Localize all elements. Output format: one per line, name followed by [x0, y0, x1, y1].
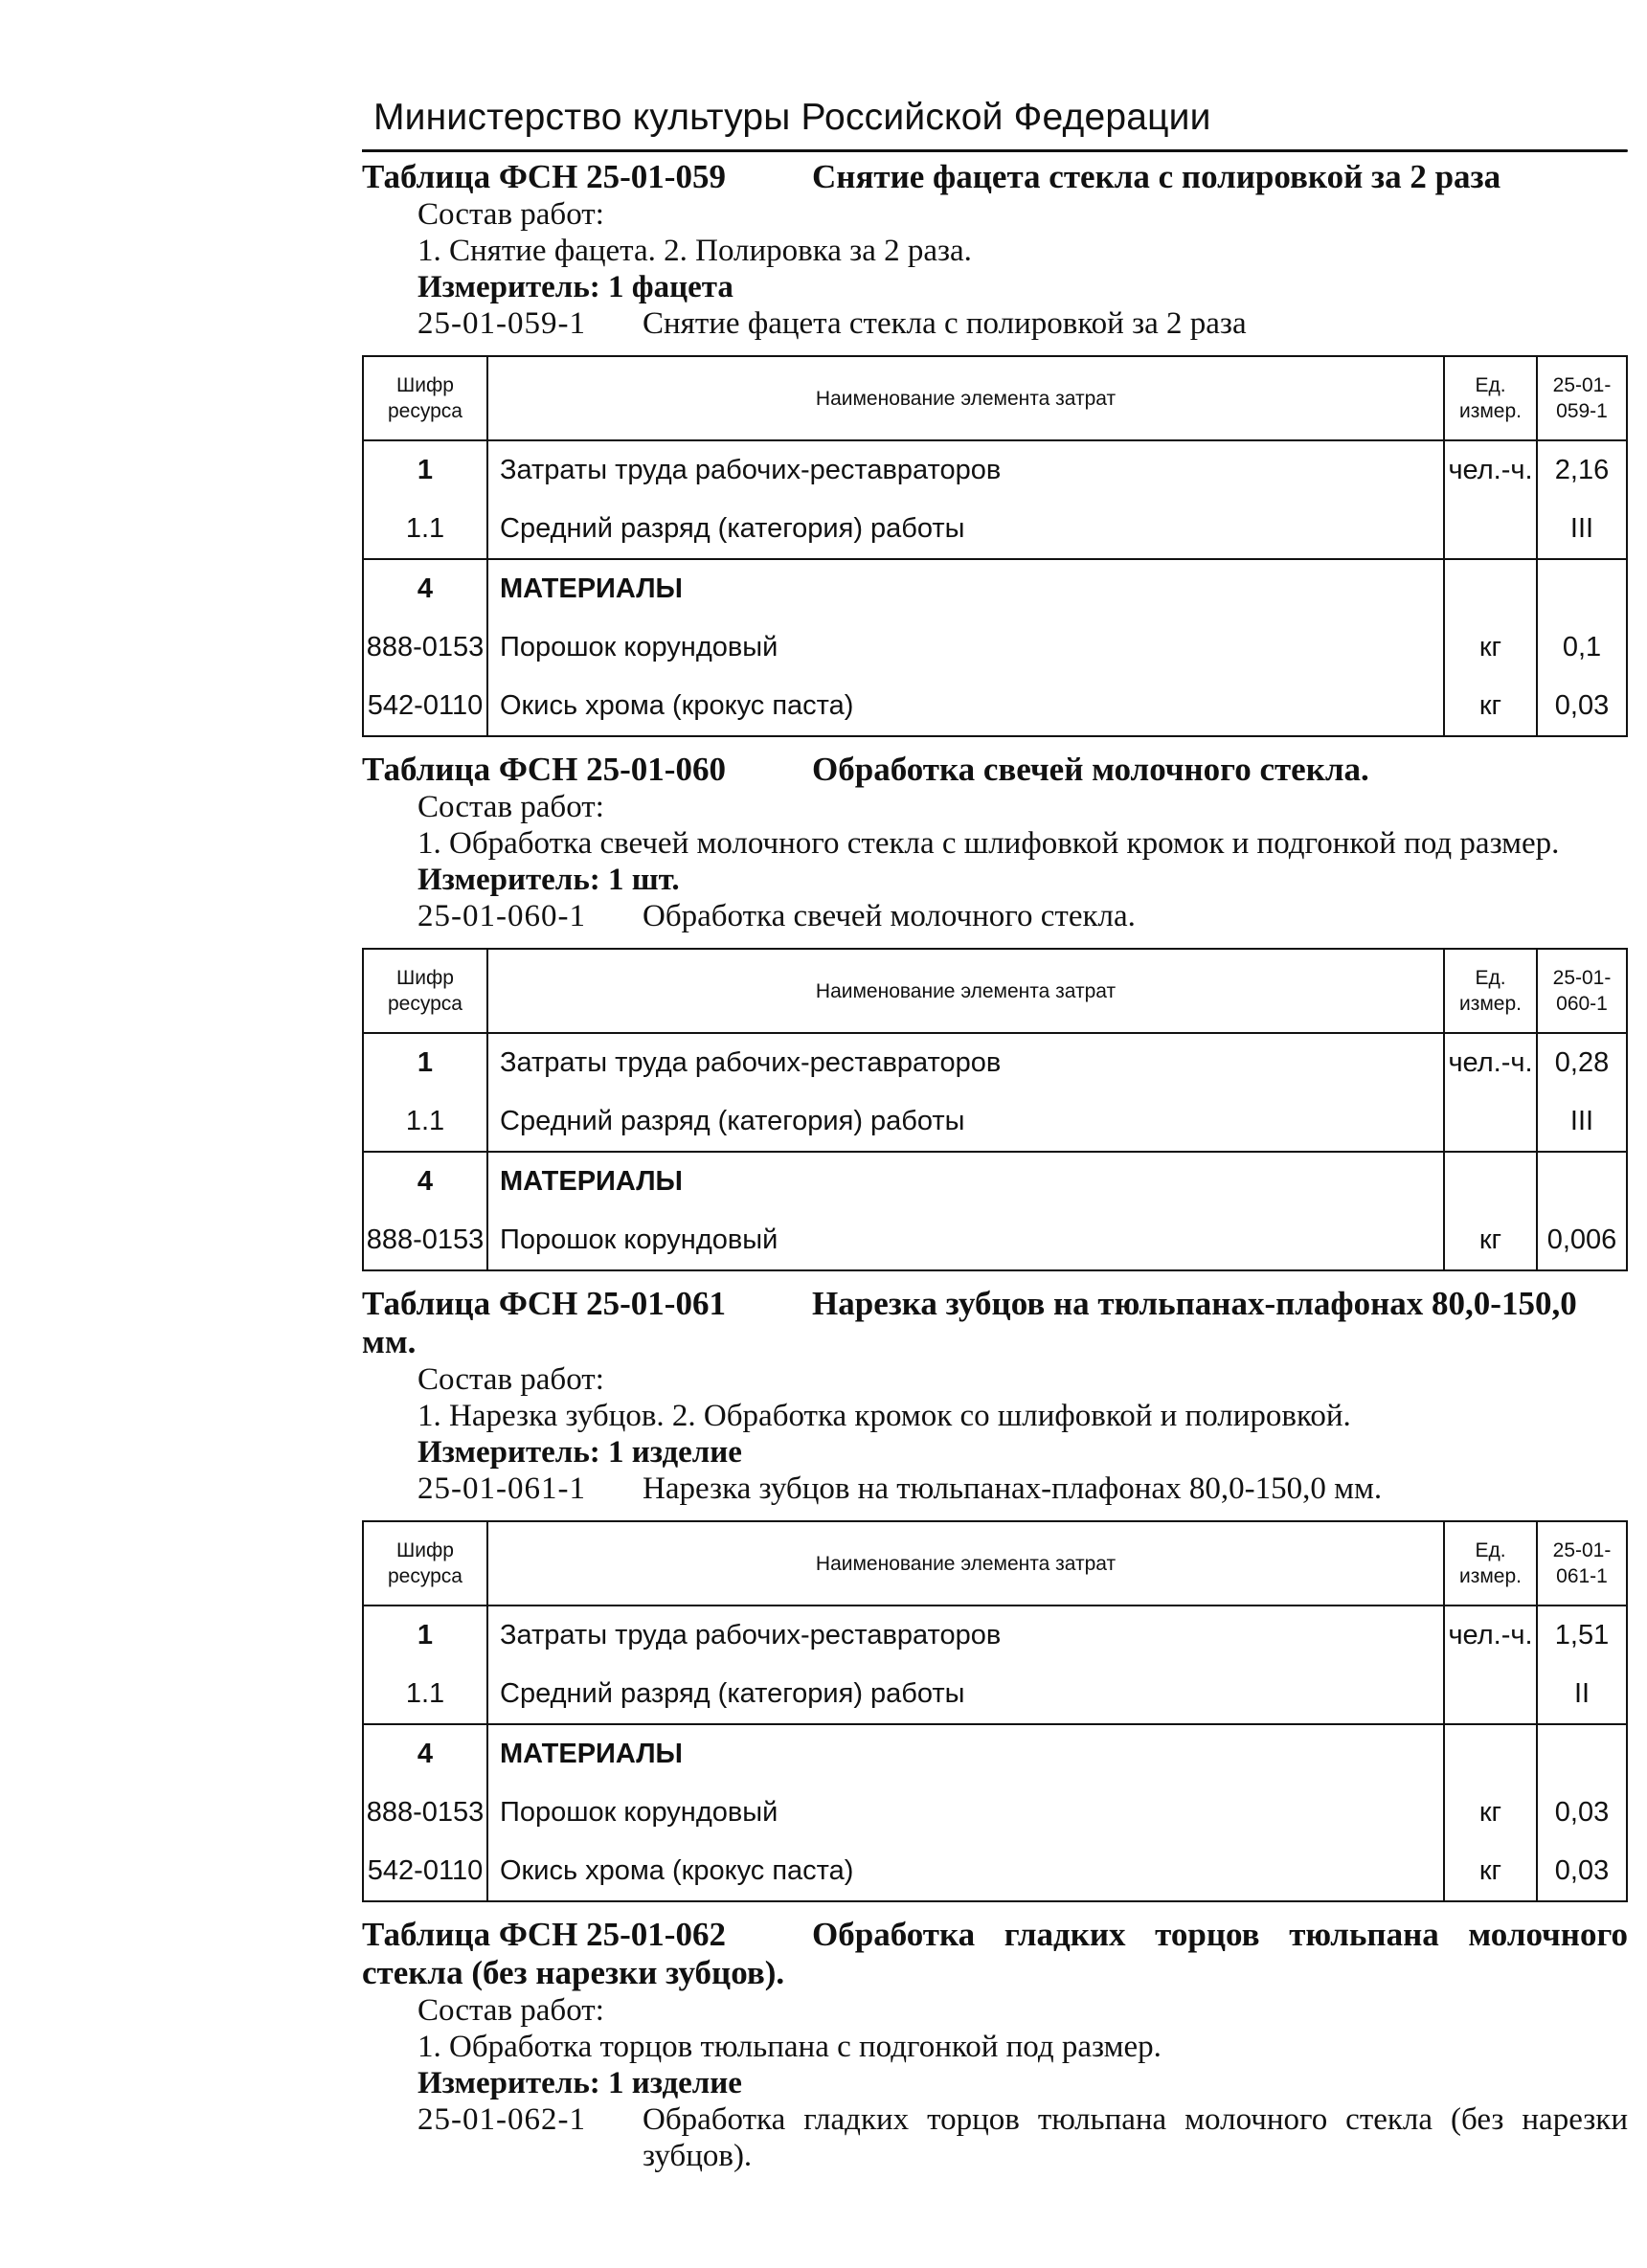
cell-resource-code: 4 [363, 1152, 487, 1211]
cell-cost-element: МАТЕРИАЛЫ [487, 1724, 1444, 1784]
table-row [363, 1665, 1627, 1724]
cell-cost-element: Порошок корундовый [487, 1784, 1444, 1842]
resource-table [362, 355, 1628, 737]
header-norm-code: 25-01- 060-1 [1537, 949, 1627, 1033]
composition-text: 1. Нарезка зубцов. 2. Обработка кромок со шлифовкой и полировкой. [417, 1399, 1351, 1433]
cell-unit [1444, 1665, 1537, 1724]
cell-norm-value: 2,16 [1537, 440, 1627, 500]
norm-code-line [362, 898, 1628, 934]
cell-unit: кг [1444, 1211, 1537, 1270]
cell-resource-code: 1.1 [363, 1092, 487, 1152]
norm-description: Снятие фацета стекла с полировкой за 2 раза [643, 306, 1247, 341]
header-norm-code: 25-01- 061-1 [1537, 1521, 1627, 1606]
table-row [363, 1784, 1627, 1842]
resource-table [362, 1520, 1628, 1902]
cell-norm-value: II [1537, 1665, 1627, 1724]
norm-code-line [362, 305, 1628, 342]
cell-resource-code: 1.1 [363, 1665, 487, 1724]
cell-cost-element: Затраты труда рабочих-реставраторов [487, 440, 1444, 500]
table-header-row [363, 356, 1627, 440]
table-heading [362, 1285, 1628, 1361]
cell-unit: кг [1444, 1842, 1537, 1901]
cell-unit: чел.-ч. [1444, 1606, 1537, 1665]
meter-text: Измеритель: 1 изделие [417, 1435, 742, 1470]
header-resource-code: Шифр ресурса [363, 356, 487, 440]
table-number: Таблица ФСН 25-01-059 [362, 158, 726, 195]
table-row [363, 1842, 1627, 1901]
cell-unit: кг [1444, 1784, 1537, 1842]
cell-unit [1444, 500, 1537, 559]
cell-unit [1444, 559, 1537, 618]
cell-resource-code: 1 [363, 1033, 487, 1092]
cell-unit: чел.-ч. [1444, 440, 1537, 500]
cell-cost-element: Окись хрома (крокус паста) [487, 677, 1444, 736]
table-title: Снятие фацета стекла с полировкой за 2 раза [812, 158, 1501, 195]
cell-norm-value: 0,006 [1537, 1211, 1627, 1270]
cell-resource-code: 1.1 [363, 500, 487, 559]
cell-norm-value: 0,1 [1537, 618, 1627, 677]
table-row [363, 677, 1627, 736]
section-25-01-059 [362, 158, 1628, 737]
cell-cost-element: МАТЕРИАЛЫ [487, 1152, 1444, 1211]
table-header-row [363, 1521, 1627, 1606]
table-row [363, 1211, 1627, 1270]
cell-resource-code: 1 [363, 1606, 487, 1665]
section-25-01-062 [362, 1916, 1628, 2174]
norm-code: 25-01-060-1 [417, 899, 586, 933]
meter-text: Измеритель: 1 фацета [417, 270, 733, 304]
composition-label: Состав работ: [417, 1993, 604, 2028]
composition-label: Состав работ: [417, 790, 604, 824]
cell-cost-element: Окись хрома (крокус паста) [487, 1842, 1444, 1901]
norm-code-line [362, 2101, 1628, 2174]
cell-cost-element: Порошок корундовый [487, 618, 1444, 677]
document-page [362, 96, 1628, 2174]
table-row [363, 500, 1627, 559]
header-unit: Ед. измер. [1444, 949, 1537, 1033]
cell-unit [1444, 1724, 1537, 1784]
cell-cost-element: Порошок корундовый [487, 1211, 1444, 1270]
header-cost-element: Наименование элемента затрат [487, 356, 1444, 440]
header-unit: Ед. измер. [1444, 1521, 1537, 1606]
cell-norm-value [1537, 1724, 1627, 1784]
table-heading [362, 1916, 1628, 1992]
cell-norm-value: 1,51 [1537, 1606, 1627, 1665]
cell-cost-element: Средний разряд (категория) работы [487, 1665, 1444, 1724]
table-row [363, 1033, 1627, 1092]
header-cost-element: Наименование элемента затрат [487, 949, 1444, 1033]
header-resource-code: Шифр ресурса [363, 949, 487, 1033]
cell-cost-element: Затраты труда рабочих-реставраторов [487, 1033, 1444, 1092]
cell-norm-value: 0,03 [1537, 1842, 1627, 1901]
cell-resource-code: 888-0153 [363, 1211, 487, 1270]
table-row [363, 1724, 1627, 1784]
cell-unit [1444, 1152, 1537, 1211]
table-title: Обработка свечей молочного стекла. [812, 751, 1369, 788]
composition-text: 1. Обработка свечей молочного стекла с шлифовкой кромок и подгонкой под размер. [417, 826, 1560, 861]
cell-unit: кг [1444, 618, 1537, 677]
table-number: Таблица ФСН 25-01-060 [362, 751, 726, 788]
table-heading [362, 751, 1628, 789]
cell-resource-code: 542-0110 [363, 677, 487, 736]
section-25-01-061 [362, 1285, 1628, 1902]
norm-code: 25-01-059-1 [417, 306, 586, 341]
page-header-title: Министерство культуры Российской Федерации [373, 97, 1211, 138]
meter-text: Измеритель: 1 шт. [417, 863, 680, 897]
cell-resource-code: 4 [363, 559, 487, 618]
table-row [363, 1092, 1627, 1152]
norm-code: 25-01-062-1 [417, 2102, 586, 2137]
header-norm-code: 25-01- 059-1 [1537, 356, 1627, 440]
cell-unit: кг [1444, 677, 1537, 736]
composition-text: 1. Снятие фацета. 2. Полировка за 2 раза. [417, 234, 972, 268]
table-row [363, 618, 1627, 677]
cell-norm-value: III [1537, 500, 1627, 559]
resource-table [362, 948, 1628, 1271]
table-number: Таблица ФСН 25-01-061 [362, 1285, 726, 1322]
cell-resource-code: 888-0153 [363, 1784, 487, 1842]
cell-resource-code: 542-0110 [363, 1842, 487, 1901]
cell-norm-value [1537, 1152, 1627, 1211]
composition-label: Состав работ: [417, 1362, 604, 1397]
composition-label: Состав работ: [417, 197, 604, 232]
cell-cost-element: Средний разряд (категория) работы [487, 1092, 1444, 1152]
table-heading [362, 158, 1628, 196]
cell-norm-value: III [1537, 1092, 1627, 1152]
cell-unit: чел.-ч. [1444, 1033, 1537, 1092]
table-title: Нарезка зубцов на тюльпанах-плафонах 80,0-150,0 мм. [362, 1285, 1577, 1360]
table-header-row [363, 949, 1627, 1033]
table-row [363, 440, 1627, 500]
cell-cost-element: Средний разряд (категория) работы [487, 500, 1444, 559]
table-title: Обработка гладких торцов тюльпана молочного стекла (без нарезки зубцов). [362, 1916, 1628, 1991]
cell-resource-code: 1 [363, 440, 487, 500]
cell-unit [1444, 1092, 1537, 1152]
cell-cost-element: Затраты труда рабочих-реставраторов [487, 1606, 1444, 1665]
table-row [363, 559, 1627, 618]
table-row [363, 1606, 1627, 1665]
cell-norm-value: 0,28 [1537, 1033, 1627, 1092]
cell-cost-element: МАТЕРИАЛЫ [487, 559, 1444, 618]
cell-norm-value [1537, 559, 1627, 618]
cell-resource-code: 4 [363, 1724, 487, 1784]
table-number: Таблица ФСН 25-01-062 [362, 1916, 726, 1953]
norm-description: Нарезка зубцов на тюльпанах-плафонах 80,0-150,0 мм. [643, 1471, 1383, 1506]
header-cost-element: Наименование элемента затрат [487, 1521, 1444, 1606]
cell-resource-code: 888-0153 [363, 618, 487, 677]
header-resource-code: Шифр ресурса [363, 1521, 487, 1606]
meter-text: Измеритель: 1 изделие [417, 2066, 742, 2100]
header-divider [362, 149, 1628, 152]
header-unit: Ед. измер. [1444, 356, 1537, 440]
norm-description: Обработка гладких торцов тюльпана молочного стекла (без нарезки зубцов). [643, 2102, 1628, 2173]
norm-description: Обработка свечей молочного стекла. [643, 899, 1136, 933]
cell-norm-value: 0,03 [1537, 1784, 1627, 1842]
table-row [363, 1152, 1627, 1211]
norm-code-line [362, 1471, 1628, 1507]
norm-code: 25-01-061-1 [417, 1471, 586, 1506]
cell-norm-value: 0,03 [1537, 677, 1627, 736]
section-25-01-060 [362, 751, 1628, 1271]
composition-text: 1. Обработка торцов тюльпана с подгонкой под размер. [417, 2030, 1162, 2064]
